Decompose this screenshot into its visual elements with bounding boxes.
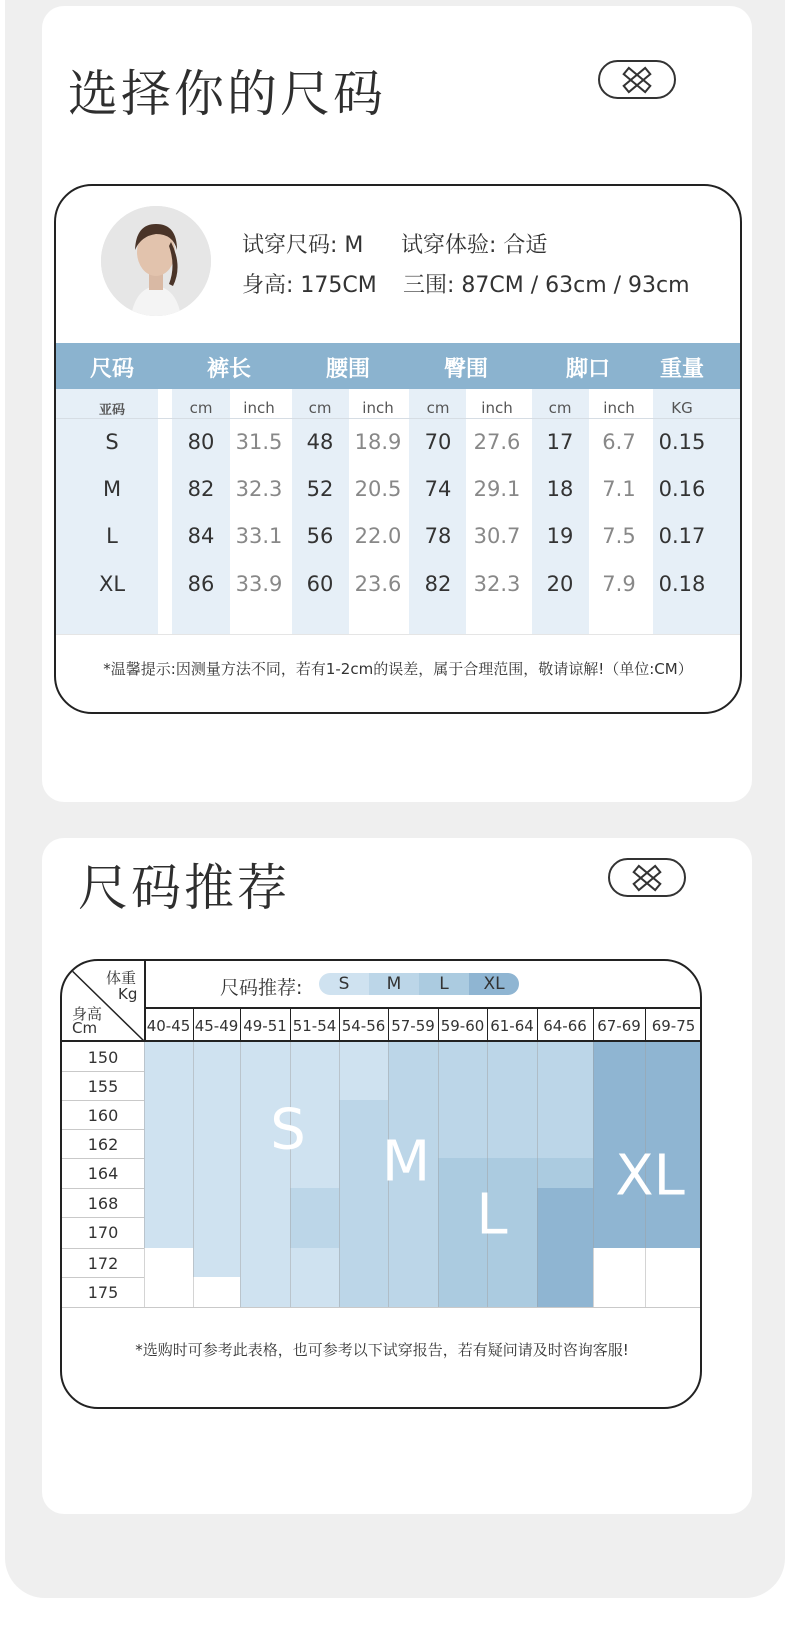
header-pants-length: 裤长 bbox=[206, 357, 252, 382]
grid-cell bbox=[290, 1217, 339, 1248]
grid-cell bbox=[388, 1071, 438, 1100]
grid-cell bbox=[593, 1071, 645, 1100]
grid-cell bbox=[144, 1248, 193, 1277]
grid-cell bbox=[240, 1277, 290, 1307]
header-column-divider bbox=[240, 1007, 241, 1041]
unit-label: cm bbox=[426, 399, 450, 417]
header-leg-opening: 脚口 bbox=[565, 357, 611, 382]
table-cell: 78 bbox=[424, 524, 452, 548]
height-row-label: 150 bbox=[87, 1048, 119, 1067]
table-cell: 7.5 bbox=[602, 524, 636, 548]
table-cell: 80 bbox=[187, 430, 215, 454]
column-bg bbox=[409, 389, 466, 634]
model-avatar bbox=[101, 206, 211, 316]
table-cell: 23.6 bbox=[354, 572, 402, 596]
unit-label: inch bbox=[603, 399, 635, 417]
size-table-header bbox=[56, 343, 740, 389]
section-title-size: 选择你的尺码 bbox=[68, 65, 386, 123]
table-cell: 82 bbox=[424, 572, 452, 596]
grid-cell bbox=[537, 1158, 593, 1188]
grid-cell bbox=[438, 1248, 487, 1277]
grid-cell bbox=[144, 1042, 193, 1071]
column-bg bbox=[292, 389, 349, 634]
column-bg bbox=[172, 389, 230, 634]
header-hip: 臀围 bbox=[443, 357, 489, 382]
height-row-label: 172 bbox=[87, 1254, 119, 1273]
grid-cell bbox=[193, 1188, 240, 1217]
table-cell: 7.1 bbox=[602, 477, 636, 501]
grid-cell bbox=[339, 1129, 388, 1158]
grid-cell bbox=[537, 1217, 593, 1248]
grid-cell bbox=[388, 1217, 438, 1248]
grid-cell bbox=[537, 1071, 593, 1100]
table-cell: 0.15 bbox=[658, 430, 706, 454]
height-row-label: 160 bbox=[87, 1106, 119, 1125]
grid-cell bbox=[388, 1248, 438, 1277]
grid-cell bbox=[438, 1071, 487, 1100]
grid-cell bbox=[193, 1100, 240, 1129]
grid-column-line bbox=[339, 1042, 340, 1307]
table-cell: 6.7 bbox=[602, 430, 636, 454]
table-cell: 19 bbox=[546, 524, 574, 548]
grid-cell bbox=[537, 1129, 593, 1158]
weight-column-label: 64-66 bbox=[543, 1017, 587, 1035]
grid-cell bbox=[193, 1071, 240, 1100]
table-cell: 82 bbox=[187, 477, 215, 501]
grid-cell bbox=[593, 1217, 645, 1248]
grid-cell bbox=[388, 1277, 438, 1307]
grid-cell bbox=[537, 1277, 593, 1307]
column-bg bbox=[56, 389, 158, 634]
unit-label: inch bbox=[481, 399, 513, 417]
grid-column-line bbox=[290, 1042, 291, 1307]
model-measurements: 三围: 87CM / 63cm / 93cm bbox=[403, 273, 690, 298]
grid-cell bbox=[339, 1042, 388, 1071]
table-cell: 0.17 bbox=[658, 524, 706, 548]
ruler-pencil-icon bbox=[608, 858, 686, 897]
grid-cell bbox=[240, 1042, 290, 1071]
table-cell: 32.3 bbox=[473, 572, 521, 596]
grid-cell bbox=[339, 1071, 388, 1100]
weight-unit: Kg bbox=[118, 985, 138, 1003]
grid-cell bbox=[487, 1248, 537, 1277]
weight-column-label: 51-54 bbox=[292, 1017, 337, 1035]
grid-cell bbox=[290, 1248, 339, 1277]
table-cell: S bbox=[105, 430, 119, 454]
grid-cell bbox=[339, 1248, 388, 1277]
weight-label: 体重 bbox=[106, 969, 137, 987]
height-row-label: 162 bbox=[87, 1135, 119, 1154]
size-note: *温馨提示:因测量方法不同，若有1-2cm的误差，属于合理范围，敬请谅解!（单位:CM） bbox=[103, 660, 693, 678]
grid-cell bbox=[645, 1277, 702, 1307]
header-column-divider bbox=[487, 1007, 488, 1041]
size-recommend-card bbox=[42, 838, 752, 1514]
unit-label: inch bbox=[362, 399, 394, 417]
table-cell: 74 bbox=[424, 477, 452, 501]
grid-cell bbox=[339, 1158, 388, 1188]
table-cell: 17 bbox=[546, 430, 574, 454]
grid-cell bbox=[290, 1188, 339, 1217]
divider bbox=[56, 418, 740, 419]
height-row-label: 170 bbox=[87, 1223, 119, 1242]
unit-label: cm bbox=[189, 399, 213, 417]
header-weight: 重量 bbox=[659, 357, 705, 382]
grid-cell bbox=[193, 1277, 240, 1307]
table-cell: 33.9 bbox=[235, 572, 283, 596]
grid-cell bbox=[537, 1248, 593, 1277]
legend-m: M bbox=[369, 973, 419, 995]
column-bg bbox=[532, 389, 589, 634]
header-column-divider bbox=[290, 1007, 291, 1041]
weight-column-label: 40-45 bbox=[146, 1017, 191, 1035]
header-column-divider bbox=[193, 1007, 194, 1041]
grid-cell bbox=[487, 1071, 537, 1100]
header-column-divider bbox=[537, 1007, 538, 1041]
grid-column-line bbox=[593, 1042, 594, 1307]
grid-cell bbox=[339, 1217, 388, 1248]
table-cell: 0.18 bbox=[658, 572, 706, 596]
grid-cell bbox=[193, 1248, 240, 1277]
weight-column-label: 54-56 bbox=[341, 1017, 386, 1035]
grid-cell bbox=[339, 1100, 388, 1129]
header-divider bbox=[144, 1007, 702, 1009]
table-cell: 0.16 bbox=[658, 477, 706, 501]
grid-cell bbox=[645, 1248, 702, 1277]
unit-label: cm bbox=[548, 399, 572, 417]
grid-cell bbox=[144, 1129, 193, 1158]
header-column-divider bbox=[593, 1007, 594, 1041]
weight-column-label: 45-49 bbox=[194, 1017, 239, 1035]
size-zone-label: XL bbox=[615, 1143, 685, 1209]
table-cell: 86 bbox=[187, 572, 215, 596]
table-cell: 56 bbox=[306, 524, 334, 548]
height-unit: Cm bbox=[72, 1019, 98, 1037]
table-cell: 20 bbox=[546, 572, 574, 596]
size-chart-frame bbox=[54, 184, 742, 714]
height-row-label: 168 bbox=[87, 1194, 119, 1213]
grid-column-line bbox=[487, 1042, 488, 1307]
grid-cell bbox=[537, 1188, 593, 1217]
grid-cell bbox=[388, 1042, 438, 1071]
legend-s: S bbox=[319, 973, 369, 995]
table-cell: 30.7 bbox=[473, 524, 521, 548]
header-column-divider bbox=[339, 1007, 340, 1041]
grid-cell bbox=[144, 1217, 193, 1248]
table-cell: 18 bbox=[546, 477, 574, 501]
table-cell: 22.0 bbox=[354, 524, 402, 548]
grid-cell bbox=[144, 1277, 193, 1307]
table-cell: 27.6 bbox=[473, 430, 521, 454]
grid-cell bbox=[290, 1071, 339, 1100]
unit-label: inch bbox=[243, 399, 275, 417]
ruler-pencil-icon bbox=[598, 60, 676, 99]
grid-cell bbox=[144, 1100, 193, 1129]
column-bg bbox=[653, 389, 740, 634]
tryon-size: 试穿尺码: M bbox=[242, 233, 364, 258]
header-column-divider bbox=[388, 1007, 389, 1041]
grid-cell bbox=[438, 1277, 487, 1307]
grid-cell bbox=[240, 1158, 290, 1188]
table-cell: 33.1 bbox=[235, 524, 283, 548]
table-cell: 70 bbox=[424, 430, 452, 454]
table-cell: 84 bbox=[187, 524, 215, 548]
table-cell: 48 bbox=[306, 430, 334, 454]
height-row-label: 164 bbox=[87, 1164, 119, 1183]
grid-cell bbox=[645, 1217, 702, 1248]
grid-cell bbox=[593, 1277, 645, 1307]
table-cell: 7.9 bbox=[602, 572, 636, 596]
grid-column-line bbox=[438, 1042, 439, 1307]
grid-cell bbox=[645, 1071, 702, 1100]
table-cell: L bbox=[106, 524, 118, 548]
grid-cell bbox=[240, 1248, 290, 1277]
grid-cell bbox=[144, 1158, 193, 1188]
grid-cell bbox=[290, 1158, 339, 1188]
grid-cell bbox=[537, 1042, 593, 1071]
legend-l: L bbox=[419, 973, 469, 995]
grid-cell bbox=[240, 1217, 290, 1248]
header-waist: 腰围 bbox=[325, 357, 371, 382]
grid-cell bbox=[144, 1071, 193, 1100]
header-column-divider bbox=[645, 1007, 646, 1041]
grid-cell bbox=[593, 1042, 645, 1071]
grid-cell bbox=[438, 1129, 487, 1158]
table-cell: 52 bbox=[306, 477, 334, 501]
grid-cell bbox=[487, 1129, 537, 1158]
size-zone-label: S bbox=[270, 1097, 306, 1163]
grid-cell bbox=[193, 1042, 240, 1071]
legend-title: 尺码推荐: bbox=[220, 977, 303, 999]
unit-label: 亚码 bbox=[98, 403, 126, 418]
weight-column-label: 57-59 bbox=[391, 1017, 435, 1035]
unit-label: KG bbox=[671, 399, 693, 417]
grid-column-line bbox=[240, 1042, 241, 1307]
grid-cell bbox=[290, 1042, 339, 1071]
grid-cell bbox=[193, 1217, 240, 1248]
grid-cell bbox=[388, 1100, 438, 1129]
legend-xl: XL bbox=[469, 973, 519, 995]
size-zone-label: M bbox=[381, 1129, 431, 1195]
grid-row-line bbox=[62, 1307, 702, 1308]
grid-cell bbox=[593, 1100, 645, 1129]
size-chart-card bbox=[42, 6, 752, 802]
table-cell: 60 bbox=[306, 572, 334, 596]
recommend-frame bbox=[60, 959, 702, 1409]
height-row-label: 155 bbox=[87, 1077, 119, 1096]
table-cell: 20.5 bbox=[354, 477, 402, 501]
grid-column-line bbox=[537, 1042, 538, 1307]
grid-cell bbox=[193, 1158, 240, 1188]
grid-cell bbox=[438, 1042, 487, 1071]
divider bbox=[56, 634, 740, 635]
weight-column-label: 59-60 bbox=[440, 1017, 485, 1035]
size-legend bbox=[319, 973, 519, 995]
grid-cell bbox=[290, 1277, 339, 1307]
grid-cell bbox=[438, 1100, 487, 1129]
grid-cell bbox=[645, 1042, 702, 1071]
table-cell: XL bbox=[98, 572, 126, 596]
grid-cell bbox=[339, 1188, 388, 1217]
grid-cell bbox=[240, 1071, 290, 1100]
unit-label: cm bbox=[308, 399, 332, 417]
table-cell: 32.3 bbox=[235, 477, 283, 501]
weight-column-label: 61-64 bbox=[490, 1017, 534, 1035]
grid-column-line bbox=[144, 1042, 145, 1307]
grid-cell bbox=[537, 1100, 593, 1129]
header-column-divider bbox=[438, 1007, 439, 1041]
table-cell: M bbox=[102, 477, 122, 501]
grid-cell bbox=[144, 1188, 193, 1217]
grid-cell bbox=[593, 1248, 645, 1277]
size-zone-label: L bbox=[476, 1182, 508, 1248]
weight-column-label: 69-75 bbox=[651, 1017, 696, 1035]
grid-cell bbox=[193, 1129, 240, 1158]
grid-cell bbox=[487, 1277, 537, 1307]
table-cell: 29.1 bbox=[473, 477, 521, 501]
table-cell: 18.9 bbox=[354, 430, 402, 454]
height-label: 身高 bbox=[72, 1005, 103, 1023]
grid-cell bbox=[645, 1100, 702, 1129]
grid-cell bbox=[339, 1277, 388, 1307]
model-height: 身高: 175CM bbox=[242, 273, 377, 298]
recommend-note: *选购时可参考此表格，也可参考以下试穿报告，若有疑问请及时咨询客服! bbox=[135, 1341, 629, 1359]
section-title-recommend: 尺码推荐 bbox=[78, 859, 290, 917]
grid-cell bbox=[240, 1188, 290, 1217]
grid-column-line bbox=[193, 1042, 194, 1307]
header-size: 尺码 bbox=[89, 357, 135, 382]
table-cell: 31.5 bbox=[235, 430, 283, 454]
tryon-feel: 试穿体验: 合适 bbox=[401, 233, 548, 258]
grid-cell bbox=[487, 1100, 537, 1129]
height-row-label: 175 bbox=[87, 1283, 119, 1302]
grid-cell bbox=[487, 1042, 537, 1071]
corner-divider bbox=[144, 961, 146, 1041]
weight-column-label: 67-69 bbox=[597, 1017, 641, 1035]
weight-column-label: 49-51 bbox=[243, 1017, 287, 1035]
